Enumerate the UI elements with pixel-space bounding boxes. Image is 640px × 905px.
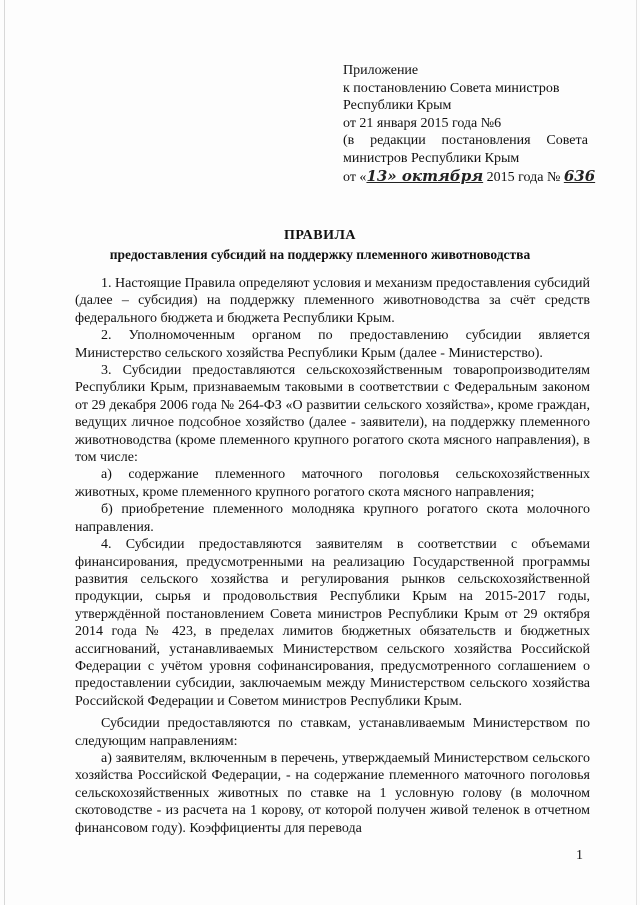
paragraph-1: 1. Настоящие Правила определяют условия и механизм предоставления субсидий (далее – субсидия) на поддержку племенного животноводства за счёт средств федерального бюджета и бюджета Республики Крым. [75, 276, 590, 326]
paragraph-3a: а) содержание племенного маточного поголовья сельскохозяйственных животных, кроме племенного крупного рогатого скота мясного направления; [75, 467, 590, 500]
header-line-4: от 21 января 2015 года №6 [343, 115, 502, 131]
paragraph-3: 3. Субсидии предоставляются сельскохозяйственным товаропроизводителям Республики Крым, признаваемым таковыми в соответствии с Федеральным законом от 29 декабря 2006 года № 264-ФЗ «О развитии сельского хозяйства», кроме граждан, ведущих личное подсобное хозяйство (далее - заявители), на поддержку племенного животноводства (кроме племенного крупного рогатого скота мясного направления), в том числе: [75, 363, 590, 466]
handwritten-number: 636 [563, 166, 596, 185]
header-line-3: Республики Крым [343, 98, 452, 114]
appendix-header [343, 62, 596, 186]
paragraph-3b: б) приобретение племенного молодняка крупного рогатого скота молочного направления. [75, 502, 590, 535]
date-middle: 2015 года № [486, 169, 561, 185]
document-body [75, 275, 590, 837]
header-line-6: министров Республики Крым [343, 150, 520, 166]
paragraph-5a: а) заявителям, включенным в перечень, утверждаемый Министерством сельского хозяйства Российской Федерации, - на содержание племенного маточного поголовья сельскохозяйственных животных по ставке на 1 условную голову (в молочном скотоводстве - из расчета на 1 корову, от которой получен живой теленок в отчетном финансовом году). Коэффициенты для перевода [75, 750, 590, 836]
paragraph-5: Субсидии предоставляются по ставкам, устанавливаемым Министерством по следующим направлениям: [75, 716, 590, 749]
page-number: 1 [576, 848, 583, 863]
paragraph-2: 2. Уполномоченным органом по предоставлению субсидии является Министерство сельского хозяйства Республики Крым (далее - Министерство). [75, 328, 590, 361]
header-line-2: к постановлению Совета министров [343, 80, 560, 96]
header-line-1: Приложение [343, 63, 419, 78]
page-edge-left [4, 0, 5, 905]
date-prefix: от « [343, 169, 367, 185]
document-title: ПРАВИЛА [283, 228, 357, 243]
page-edge-right [636, 0, 637, 905]
header-date-line [343, 166, 596, 187]
document-subtitle: предоставления субсидий на поддержку племенного животноводства [109, 247, 531, 262]
paragraph-4: 4. Субсидии предоставляются заявителям в соответствии с объемами финансирования, предусмотренными на реализацию Государственной программы развития сельского хозяйства и регулирования рынков сельскохозяйственной продукции, сырья и продовольствия Республики Крым на 2015-2017 годы, утверждённой постановлением Совета министров Республики Крым от 29 октября 2014 года № 423, в пределах лимитов бюджетных обязательств и бюджетных ассигнований, устанавливаемых Министерством сельского хозяйства Российской Федерации с учётом уровня софинансирования, предусмотренного соглашением о предоставлении субсидии, заключаемым между Министерством сельского хозяйства Российской Федерации и Советом министров Республики Крым. [75, 537, 590, 709]
handwritten-date: 13» октября [366, 166, 484, 185]
header-line-5: (в редакции постановления Совета [343, 133, 588, 149]
